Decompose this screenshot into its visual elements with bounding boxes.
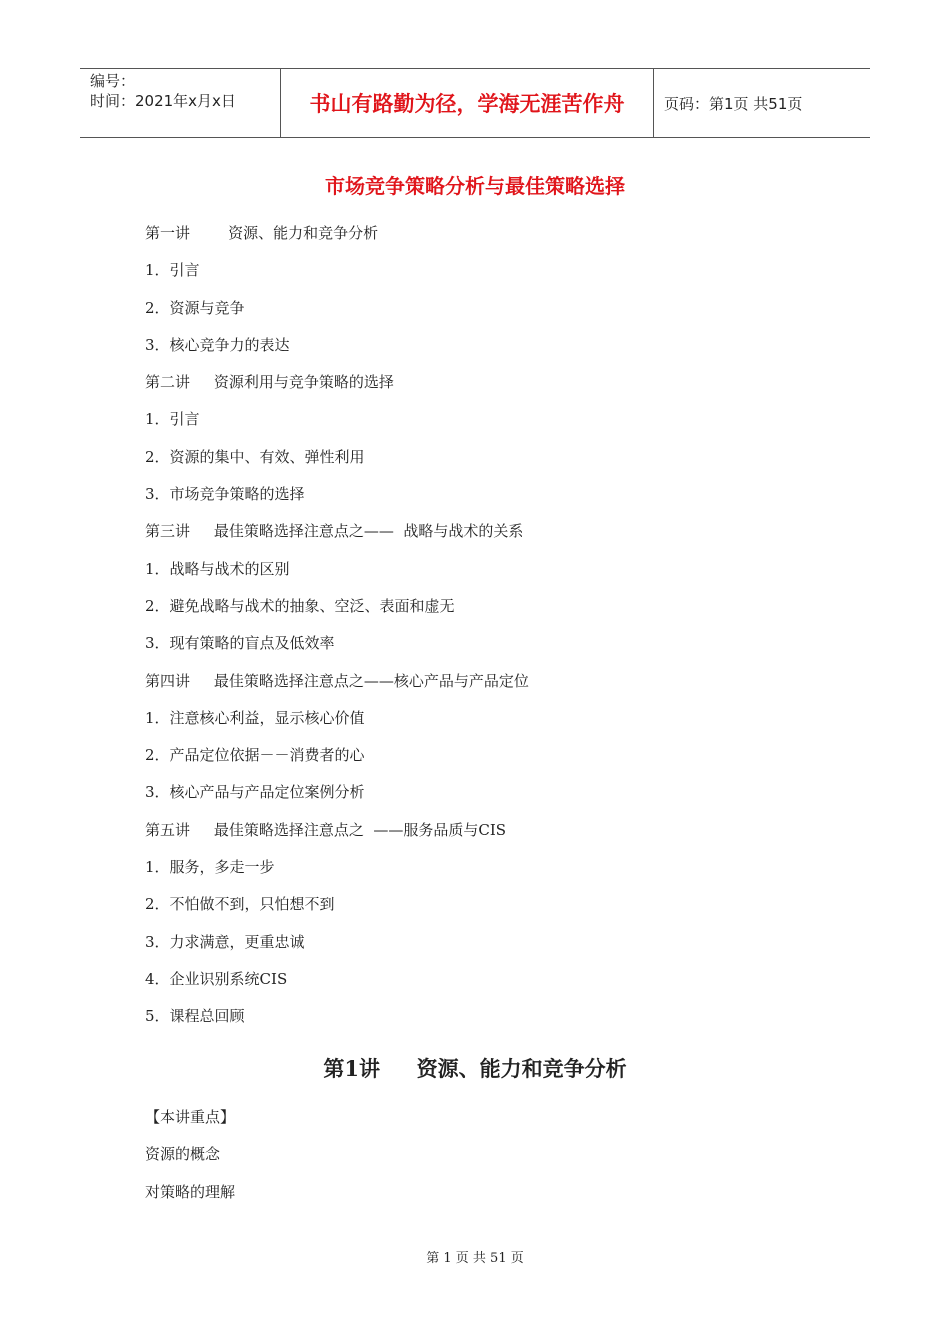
toc-item: 第三讲 最佳策略选择注意点之—— 战略与战术的关系 (145, 522, 524, 541)
toc-item: 3．力求满意，更重忠诚 (145, 932, 305, 951)
toc-item: 第二讲 资源利用与竞争策略的选择 (145, 373, 394, 392)
toc-item: 2．不怕做不到，只怕想不到 (145, 895, 335, 914)
toc-item: 2．产品定位依据－－消费者的心 (145, 746, 365, 765)
toc-item: 第五讲 最佳策略选择注意点之 ——服务品质与CIS (145, 820, 507, 839)
toc-item: 1．服务，多走一步 (145, 858, 275, 877)
document-title: 市场竞争策略分析与最佳策略选择 (325, 174, 625, 198)
toc-item: 2．资源的集中、有效、弹性利用 (145, 447, 365, 466)
lecture-title: 第1讲 资源、能力和竞争分析 (323, 1056, 627, 1081)
header-page-info: 页码：第1页 共51页 (664, 94, 803, 113)
toc-item: 3．现有策略的盲点及低效率 (145, 634, 335, 653)
header-table (80, 68, 870, 138)
toc-item: 1．引言 (145, 410, 200, 429)
header-motto: 书山有路勤为径，学海无涯苦作舟 (281, 69, 654, 137)
header-meta-cell (80, 69, 281, 137)
focus-item: 资源的概念 (145, 1145, 221, 1164)
toc-item: 1．引言 (145, 261, 200, 280)
toc-item: 1．注意核心利益，显示核心价值 (145, 708, 365, 727)
lecture-focus (145, 1106, 845, 1218)
toc-item: 4．企业识别系统CIS (145, 969, 288, 988)
toc-item: 第四讲 最佳策略选择注意点之——核心产品与产品定位 (145, 671, 529, 690)
toc-item: 3．市场竞争策略的选择 (145, 485, 305, 504)
toc-item: 2．资源与竞争 (145, 298, 245, 317)
toc-item: 1．战略与战术的区别 (145, 559, 290, 578)
toc-item: 3．核心产品与产品定位案例分析 (145, 783, 365, 802)
toc-item: 2．避免战略与战术的抽象、空泛、表面和虚无 (145, 596, 455, 615)
table-of-contents (145, 222, 845, 1043)
focus-heading: 【本讲重点】 (145, 1108, 236, 1126)
toc-item: 第一讲 资源、能力和竞争分析 (145, 224, 379, 242)
toc-item: 3．核心竞争力的表达 (145, 335, 290, 354)
time-label: 时间：2021年x月x日 (90, 92, 236, 110)
page-footer: 第 1 页 共 51 页 (426, 1251, 524, 1266)
toc-item: 5．课程总回顾 (145, 1007, 245, 1026)
number-label: 编号： (90, 72, 136, 90)
focus-item: 对策略的理解 (145, 1182, 236, 1201)
